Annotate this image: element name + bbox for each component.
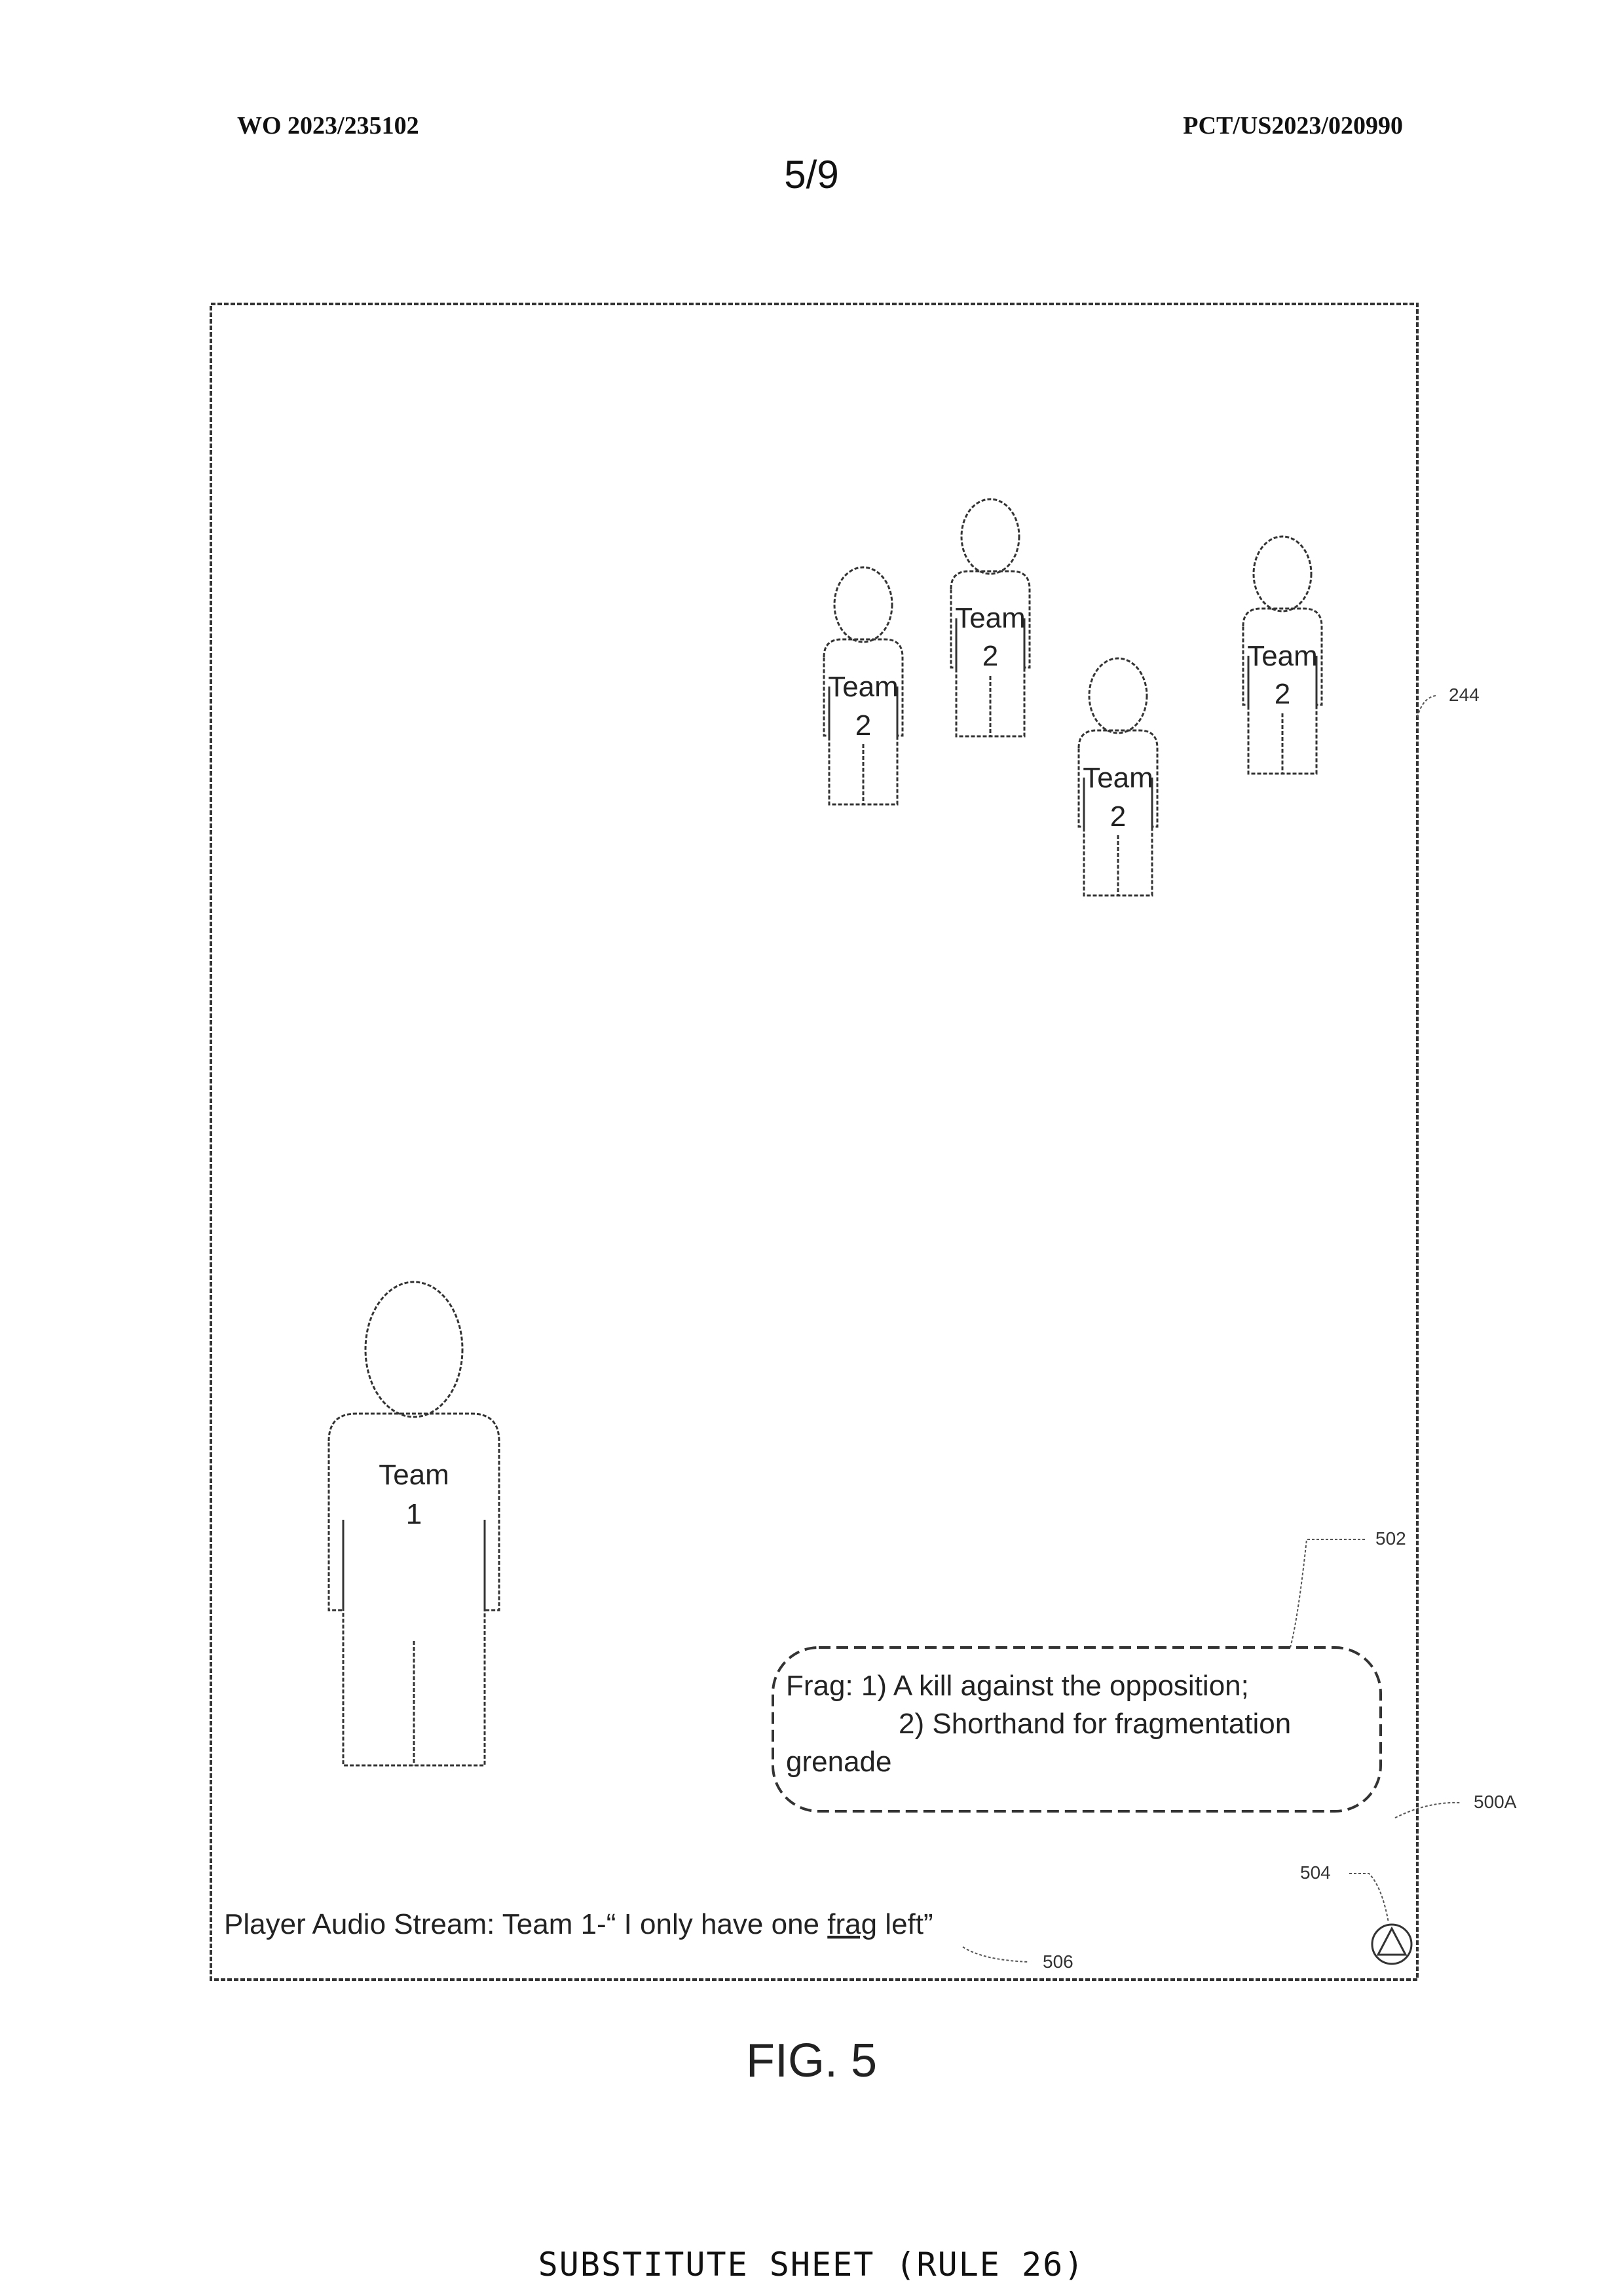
definition-line-3: grenade [786,1746,892,1778]
warning-triangle-icon [1372,1925,1411,1964]
team2-player-3-label-line2: 2 [1110,800,1127,833]
team2-player-4-label-line1: Team [1247,640,1318,672]
audio-stream-suffix: left” [877,1908,933,1940]
ref-502: 502 [1375,1528,1406,1549]
team2-player-2 [951,499,1030,736]
application-number: PCT/US2023/020990 [1183,112,1403,140]
team2-player-3 [1079,658,1157,895]
ref-506: 506 [1043,1951,1073,1972]
team2-player-4 [1243,536,1322,774]
ref-500A: 500A [1474,1792,1517,1812]
team2-player-2-label-line1: Team [955,602,1026,634]
team2-player-4-label-line2: 2 [1274,678,1291,710]
audio-stream-prefix: Player Audio Stream: Team 1-“ I only have one [224,1908,828,1940]
team1-player [329,1282,499,1765]
sheet-number: 5/9 [784,153,839,197]
team2-player-1 [824,567,903,804]
definition-line-2: 2) Shorthand for fragmentation [899,1708,1292,1740]
audio-stream-keyword: frag [827,1908,878,1940]
team2-player-1-label-line1: Team [828,671,899,703]
team2-player-3-label-line1: Team [1083,762,1153,794]
publication-number: WO 2023/235102 [237,112,419,140]
team2-player-2-label-line2: 2 [982,640,999,672]
team2-player-1-label-line2: 2 [855,709,872,742]
team1-player-label-line2: 1 [405,1498,422,1530]
footer-note: SUBSTITUTE SHEET (RULE 26) [538,2246,1085,2284]
figure-caption: FIG. 5 [745,2035,878,2087]
definition-line-1: Frag: 1) A kill against the opposition; [786,1670,1249,1702]
ref-244: 244 [1449,685,1480,705]
audio-stream-text [224,1908,933,1940]
ref-504: 504 [1300,1862,1331,1883]
team1-player-label-line1: Team [379,1459,449,1491]
